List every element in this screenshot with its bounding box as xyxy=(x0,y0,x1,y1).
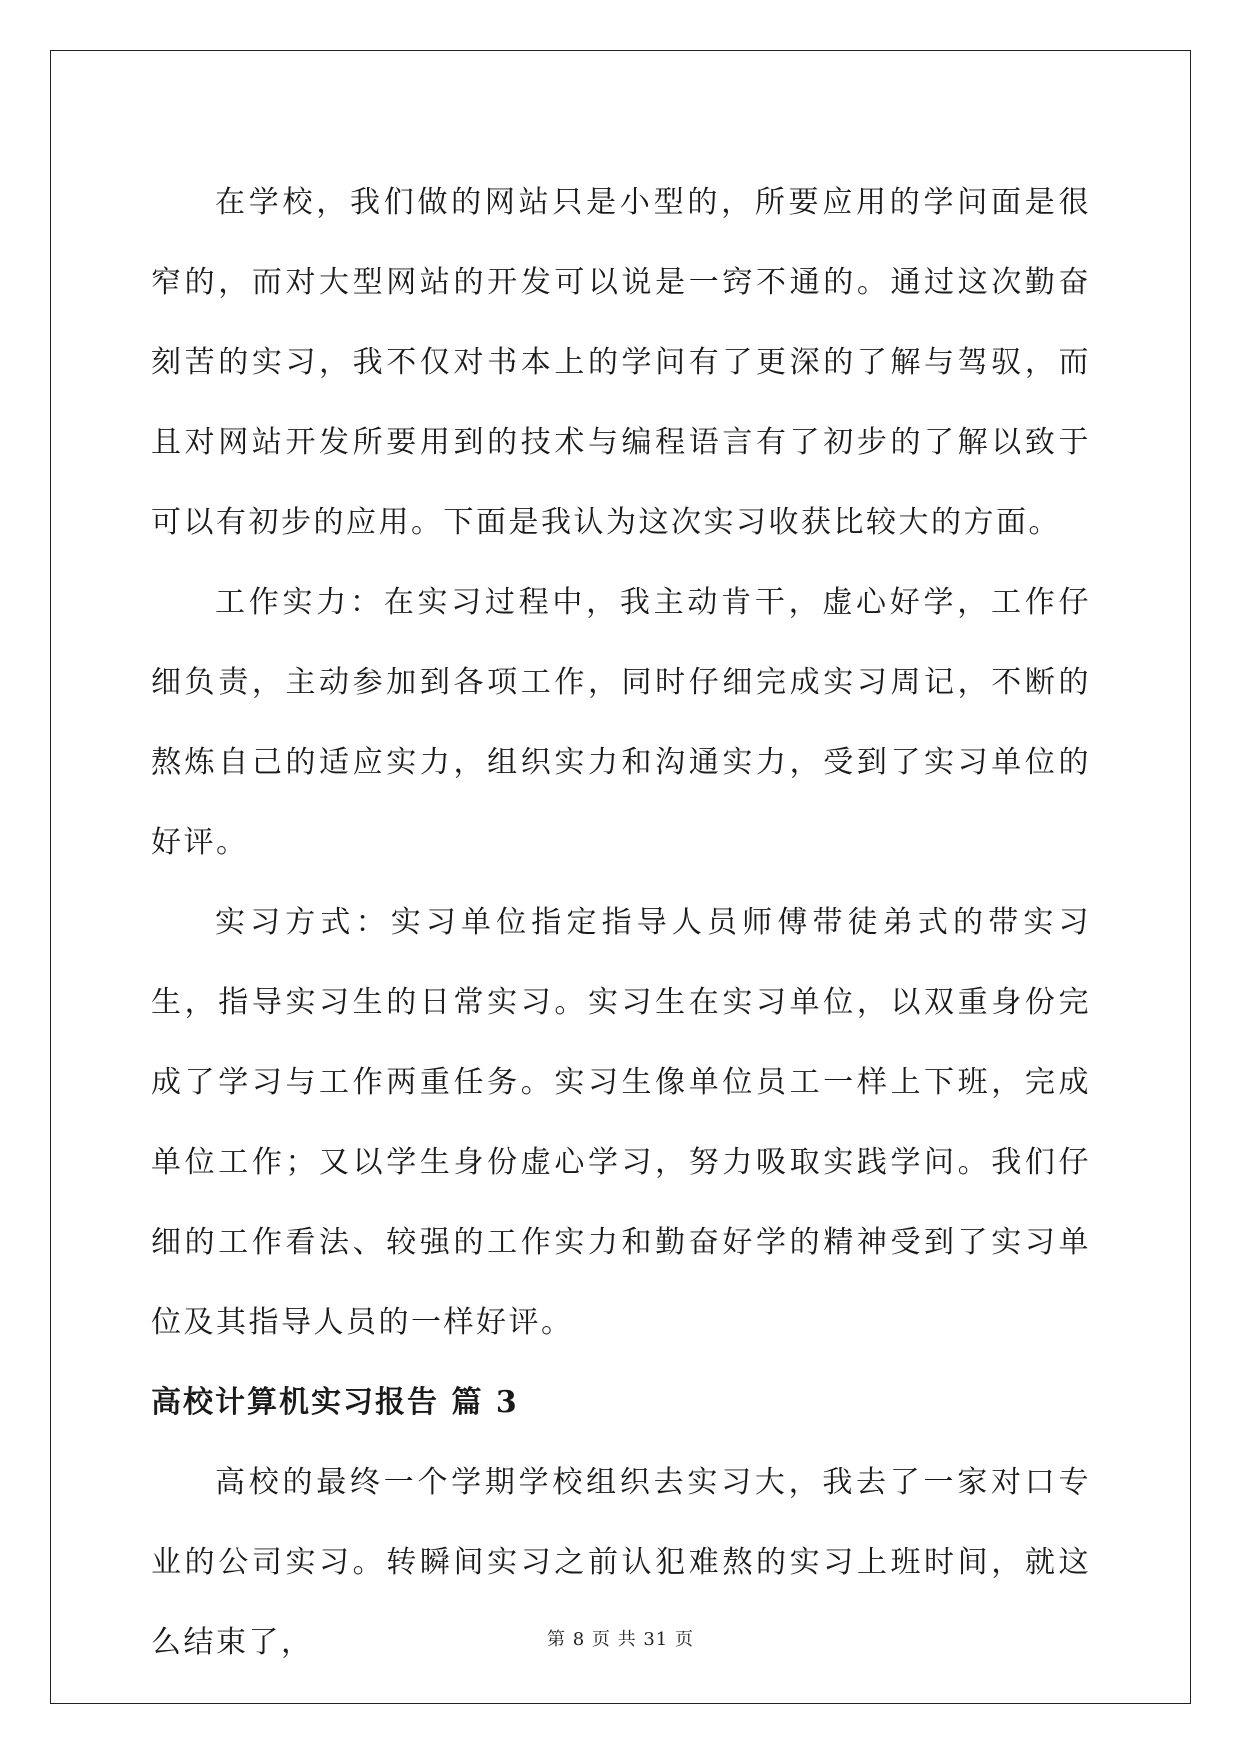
paragraph-3: 实习方式：实习单位指定指导人员师傅带徒弟式的带实习生，指导实习生的日常实习。实习生在实习单位，以双重身份完成了学习与工作两重任务。实习生像单位员工一样上下班，完成单位工作；又以学生身份虚心学习，努力吸取实践学问。我们仔细的工作看法、较强的工作实力和勤奋好学的精神受到了实习单位及其指导人员的一样好评。 xyxy=(151,905,1091,1340)
page-number-footer: 第 8 页 共 31 页 xyxy=(547,1629,694,1650)
paragraph-1: 在学校，我们做的网站只是小型的，所要应用的学问面是很窄的，而对大型网站的开发可以说是一窍不通的。通过这次勤奋刻苦的实习，我不仅对书本上的学问有了更深的了解与驾驭，而且对网站开发所要用到的技术与编程语言有了初步的了解以致于可以有初步的应用。下面是我认为这次实习收获比较大的方面。 xyxy=(151,185,1091,540)
paragraph-2: 工作实力：在实习过程中，我主动肯干，虚心好学，工作仔细负责，主动参加到各项工作，同时仔细完成实习周记，不断的熬炼自己的适应实力，组织实力和沟通实力，受到了实习单位的好评。 xyxy=(151,585,1091,860)
section-heading: 高校计算机实习报告 篇 3 xyxy=(151,1385,519,1420)
paragraph-4: 高校的最终一个学期学校组织去实习大，我去了一家对口专业的公司实习。转瞬间实习之前认犯难熬的实习上班时间，就这么结束了， xyxy=(151,1465,1091,1660)
document-body xyxy=(151,163,1091,1683)
